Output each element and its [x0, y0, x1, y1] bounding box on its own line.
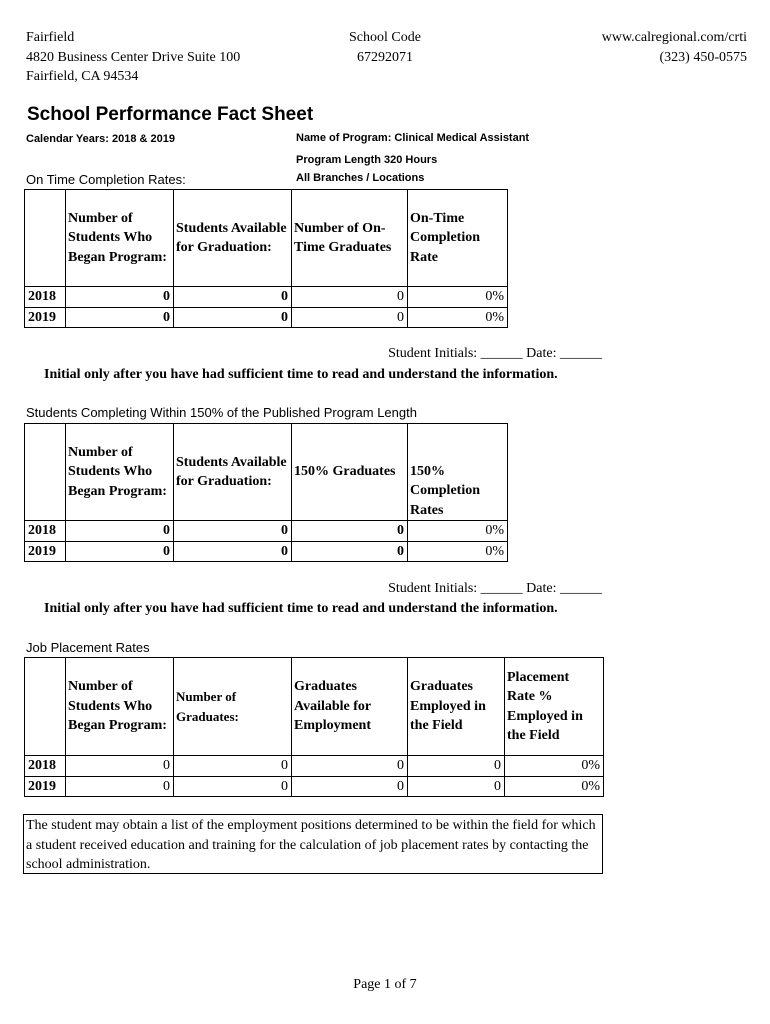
- school-code-label: School Code: [349, 30, 421, 45]
- header-number-graduates: Number of Graduates:: [174, 658, 292, 756]
- within-150-section-title: Students Completing Within 150% of the Published Program Length: [26, 405, 417, 420]
- school-name: Fairfield: [26, 30, 75, 45]
- city-state-zip: Fairfield, CA 94534: [26, 69, 139, 84]
- cell-value: 0: [408, 776, 505, 797]
- cell-value: 0: [66, 307, 174, 328]
- cell-value: 0%: [505, 776, 604, 797]
- page-title: School Performance Fact Sheet: [27, 104, 314, 125]
- initial-instruction: Initial only after you have had sufficient time to read and understand the information.: [44, 601, 558, 616]
- header-began-program: Number of Students Who Began Program:: [66, 190, 174, 287]
- page-number: Page 1 of 7: [353, 977, 417, 992]
- cell-value: 0: [174, 776, 292, 797]
- cell-value: 0: [66, 776, 174, 797]
- row-year: 2018: [25, 521, 66, 542]
- cell-value: 0: [292, 521, 408, 542]
- header-available-employment: Graduates Available for Employment: [292, 658, 408, 756]
- header-began-program: Number of Students Who Began Program:: [66, 658, 174, 756]
- header-available-graduation: Students Available for Graduation:: [174, 190, 292, 287]
- table-row: [25, 287, 508, 308]
- calendar-years: Calendar Years: 2018 & 2019: [26, 133, 176, 145]
- empty-header-cell: [25, 190, 66, 287]
- header-on-time-rate: On-Time Completion Rate: [408, 190, 508, 287]
- student-initials-line[interactable]: Student Initials: ______ Date: ______: [388, 581, 602, 596]
- website-link[interactable]: www.calregional.com/crti: [601, 30, 747, 45]
- cell-value: 0: [292, 287, 408, 308]
- row-year: 2018: [25, 756, 66, 777]
- row-year: 2019: [25, 776, 66, 797]
- table-row: [25, 521, 508, 542]
- within-150-table: [24, 423, 508, 562]
- cell-value: 0: [66, 287, 174, 308]
- job-placement-table: [24, 657, 604, 797]
- cell-value: 0: [292, 307, 408, 328]
- on-time-section-title: On Time Completion Rates:: [26, 172, 186, 187]
- header-began-program: Number of Students Who Began Program:: [66, 424, 174, 521]
- table-row: [25, 756, 604, 777]
- cell-value: 0: [292, 541, 408, 562]
- cell-value: 0: [66, 756, 174, 777]
- cell-value: 0%: [408, 521, 508, 542]
- row-year: 2019: [25, 541, 66, 562]
- cell-value: 0: [408, 756, 505, 777]
- school-code-block: [340, 28, 430, 67]
- header-placement-rate: Placement Rate % Employed in the Field: [505, 658, 604, 756]
- cell-value: 0: [174, 287, 292, 308]
- cell-value: 0: [292, 776, 408, 797]
- row-year: 2019: [25, 307, 66, 328]
- empty-header-cell: [25, 658, 66, 756]
- cell-value: 0%: [408, 541, 508, 562]
- table-row: [25, 776, 604, 797]
- on-time-completion-table: [24, 189, 508, 328]
- cell-value: 0: [174, 307, 292, 328]
- school-code-value: 67292071: [357, 49, 413, 65]
- header-150-graduates: 150% Graduates: [292, 424, 408, 521]
- initial-instruction: Initial only after you have had sufficient time to read and understand the information.: [44, 367, 558, 382]
- row-year: 2018: [25, 287, 66, 308]
- table-row: [25, 541, 508, 562]
- cell-value: 0: [174, 756, 292, 777]
- header-available-graduation: Students Available for Graduation:: [174, 424, 292, 521]
- cell-value: 0%: [408, 287, 508, 308]
- cell-value: 0%: [408, 307, 508, 328]
- student-initials-line[interactable]: Student Initials: ______ Date: ______: [388, 346, 602, 361]
- program-length: Program Length 320 Hours: [296, 154, 438, 166]
- header-on-time-graduates: Number of On-Time Graduates: [292, 190, 408, 287]
- cell-value: 0: [66, 521, 174, 542]
- branches-locations: All Branches / Locations: [296, 172, 425, 184]
- job-placement-section-title: Job Placement Rates: [26, 640, 150, 655]
- table-row: [25, 307, 508, 328]
- street-address: 4820 Business Center Drive Suite 100: [26, 49, 241, 65]
- header-employed-in-field: Graduates Employed in the Field: [408, 658, 505, 756]
- empty-header-cell: [25, 424, 66, 521]
- school-address: [26, 28, 240, 87]
- cell-value: 0: [292, 756, 408, 777]
- header-150-rates: 150% Completion Rates: [408, 424, 508, 521]
- contact-block: [602, 28, 747, 67]
- cell-value: 0: [174, 541, 292, 562]
- employment-positions-note: The student may obtain a list of the employment positions determined to be within the field for which a student received education and training for the calculation of job placement rates by contacting the school administration.: [23, 814, 603, 874]
- cell-value: 0: [174, 521, 292, 542]
- phone-number: (323) 450-0575: [659, 49, 747, 65]
- cell-value: 0: [66, 541, 174, 562]
- cell-value: 0%: [505, 756, 604, 777]
- program-name: Name of Program: Clinical Medical Assistant: [296, 132, 530, 144]
